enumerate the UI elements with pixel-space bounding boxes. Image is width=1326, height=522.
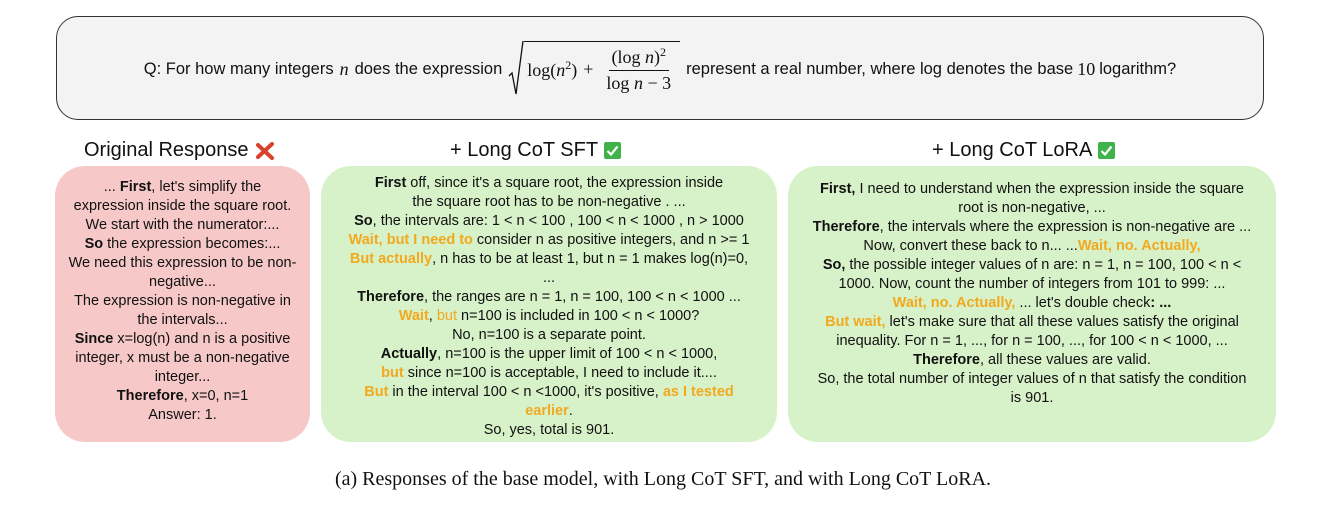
sft-title	[450, 139, 621, 162]
bold-keyword: Therefore	[812, 219, 880, 235]
line-text: n=100 is included in 100 < n < 1000?	[457, 308, 700, 324]
line-text: ... let's double check	[1015, 295, 1151, 311]
response-line	[798, 313, 1266, 332]
response-line	[65, 254, 300, 273]
line-text: , x=0, n=1	[183, 388, 249, 404]
line-text: , let's simplify the	[151, 179, 262, 195]
response-line	[331, 364, 767, 383]
response-line	[65, 406, 300, 425]
highlight-phrase: as I tested	[662, 384, 734, 400]
line-text: let's make sure that all these values satisfy the original	[885, 314, 1239, 330]
line-text: ...	[103, 179, 120, 195]
line-text: off, since it's a square root, the expression inside	[406, 175, 724, 191]
line-text: consider n as positive integers, and n >= 1	[472, 232, 750, 248]
response-line	[331, 345, 767, 364]
response-line	[798, 389, 1266, 408]
highlight-phrase: But actually	[349, 251, 433, 267]
original-response-panel	[55, 166, 310, 442]
line-text: Answer: 1.	[148, 407, 217, 423]
original-title	[84, 139, 275, 162]
line-text: I need to understand when the expression inside the square	[855, 181, 1244, 197]
bold-keyword: So	[84, 236, 104, 252]
bold-keyword: Therefore	[913, 352, 980, 368]
line-text: , the intervals where the expression is non-negative are ...	[879, 219, 1252, 235]
response-line	[331, 421, 767, 440]
line-text: , n has to be at least 1, but n = 1 makes log(n)=0,	[432, 251, 749, 267]
line-text: , the ranges are n = 1, n = 100, 100 < n < 1000 ...	[424, 289, 741, 305]
red-x-icon	[255, 141, 275, 161]
response-line	[798, 332, 1266, 351]
bold-keyword: First,	[820, 181, 856, 197]
line-text: the possible integer values of n are: n = 1, n = 100, 100 < n <	[845, 257, 1242, 273]
lora-title	[932, 139, 1115, 162]
highlight-phrase: but	[436, 308, 458, 324]
bold-keyword: Therefore	[357, 289, 425, 305]
line-text: Now, convert these back to n...	[863, 238, 1066, 254]
response-line	[798, 237, 1266, 256]
line-text: ...	[542, 270, 556, 286]
line-text: , the intervals are: 1 < n < 100 , 100 < n < 1000 , n > 1000	[372, 213, 744, 229]
response-line	[65, 311, 300, 330]
question-suffix: represent a real number, where log denotes the base	[686, 59, 1074, 78]
lora-title-text: + Long CoT LoRA	[932, 139, 1093, 161]
response-line	[331, 174, 767, 193]
response-line	[65, 197, 300, 216]
line-text: We need this expression to be non-	[68, 255, 297, 271]
bold-keyword: First	[119, 179, 152, 195]
line-text: .	[568, 403, 573, 419]
line-text: in the interval 100 < n <1000, it's positive,	[388, 384, 663, 400]
response-line	[798, 370, 1266, 389]
response-line	[65, 368, 300, 387]
log-fraction: $\frac{(\log n)^2}{\text{log n − 3}}$	[606, 44, 672, 93]
bold-keyword: First	[374, 175, 407, 191]
response-line	[798, 199, 1266, 218]
bold-keyword: : ...	[1150, 295, 1172, 311]
line-text: ...	[1065, 238, 1078, 254]
response-line	[65, 292, 300, 311]
response-line	[65, 178, 300, 197]
bold-keyword: So,	[822, 257, 846, 273]
line-text: So, yes, total is 901.	[483, 422, 615, 438]
line-text: , all these values are valid.	[980, 352, 1151, 368]
line-text: No, n=100 is a separate point.	[452, 327, 646, 343]
response-line	[65, 330, 300, 349]
line-text: the square root has to be non-negative . ...	[412, 194, 686, 210]
sft-response-panel	[321, 166, 777, 442]
response-line	[798, 256, 1266, 275]
line-text: integer, x must be a non-negative	[75, 350, 290, 366]
response-line	[331, 383, 767, 402]
line-text: is 901.	[1010, 390, 1054, 406]
response-line	[65, 349, 300, 368]
response-line	[798, 351, 1266, 370]
radicand: $\log(n^2)$ + $\frac{(\log n)^2}{\text{log n − 3}}$	[524, 41, 680, 94]
sqrt-sign-icon	[508, 40, 524, 98]
line-text: expression inside the square root.	[73, 198, 292, 214]
figure-caption: (a) Responses of the base model, with Long CoT SFT, and with Long CoT LoRA.	[334, 468, 992, 490]
math-expression	[508, 40, 680, 98]
response-line	[65, 273, 300, 292]
question-prefix: Q: For how many integers	[143, 59, 334, 78]
bold-keyword: Since	[74, 331, 114, 347]
line-text: , n=100 is the upper limit of 100 < n < 1000,	[437, 346, 718, 362]
highlight-phrase: earlier	[525, 403, 569, 419]
response-line	[65, 216, 300, 235]
line-text: So, the total number of integer values of n that satisfy the condition	[817, 371, 1247, 387]
bold-keyword: Therefore	[116, 388, 184, 404]
highlight-phrase: But	[364, 384, 389, 400]
highlight-phrase: Wait, no. Actually,	[1077, 238, 1201, 254]
response-line	[331, 307, 767, 326]
line-text: We start with the numerator:...	[85, 217, 280, 233]
response-line	[65, 235, 300, 254]
line-text: inequality. For n = 1, ..., for n = 100, ..., for 100 < n < 1000, ...	[836, 333, 1228, 349]
bold-keyword: Actually	[380, 346, 438, 362]
highlight-phrase: Wait	[398, 308, 429, 324]
line-text: integer...	[154, 369, 211, 385]
log-n-squared: $\log(n^2)$	[527, 57, 578, 80]
line-text: x=log(n) and n is a positive	[113, 331, 291, 347]
response-line	[798, 218, 1266, 237]
response-line	[331, 212, 767, 231]
line-text: the expression becomes:...	[103, 236, 281, 252]
question-line	[57, 17, 1263, 119]
response-line	[331, 193, 767, 212]
question-end: logarithm?	[1099, 59, 1177, 78]
line-text: 1000. Now, count the number of integers from 101 to 999: ...	[838, 276, 1226, 292]
response-line	[331, 250, 767, 269]
sft-title-text: + Long CoT SFT	[450, 139, 599, 161]
response-line	[331, 288, 767, 307]
response-line	[798, 180, 1266, 199]
highlight-phrase: but	[381, 365, 404, 381]
line-text: The expression is non-negative in	[74, 293, 291, 309]
response-line	[331, 402, 767, 421]
line-text: ,	[428, 308, 437, 324]
line-text: the intervals...	[137, 312, 228, 328]
response-line	[331, 269, 767, 288]
lora-response-panel	[788, 166, 1276, 442]
highlight-phrase: Wait, but I need to	[348, 232, 473, 248]
bold-keyword: So	[354, 213, 373, 229]
green-check-icon	[604, 142, 621, 159]
response-line	[798, 275, 1266, 294]
question-var-n: n	[339, 58, 349, 79]
original-title-text: Original Response	[84, 139, 249, 161]
question-mid: does the expression	[354, 59, 503, 78]
highlight-phrase: Wait, no. Actually,	[892, 295, 1016, 311]
response-line	[331, 231, 767, 250]
highlight-phrase: But wait,	[825, 314, 886, 330]
line-text: since n=100 is acceptable, I need to include it....	[403, 365, 717, 381]
response-line	[798, 294, 1266, 313]
question-base: 10	[1077, 58, 1096, 79]
response-line	[65, 387, 300, 406]
response-line	[331, 326, 767, 345]
line-text: root is non-negative, ...	[958, 200, 1106, 216]
question-box	[56, 16, 1264, 120]
green-check-icon	[1098, 142, 1115, 159]
line-text: negative...	[149, 274, 216, 290]
